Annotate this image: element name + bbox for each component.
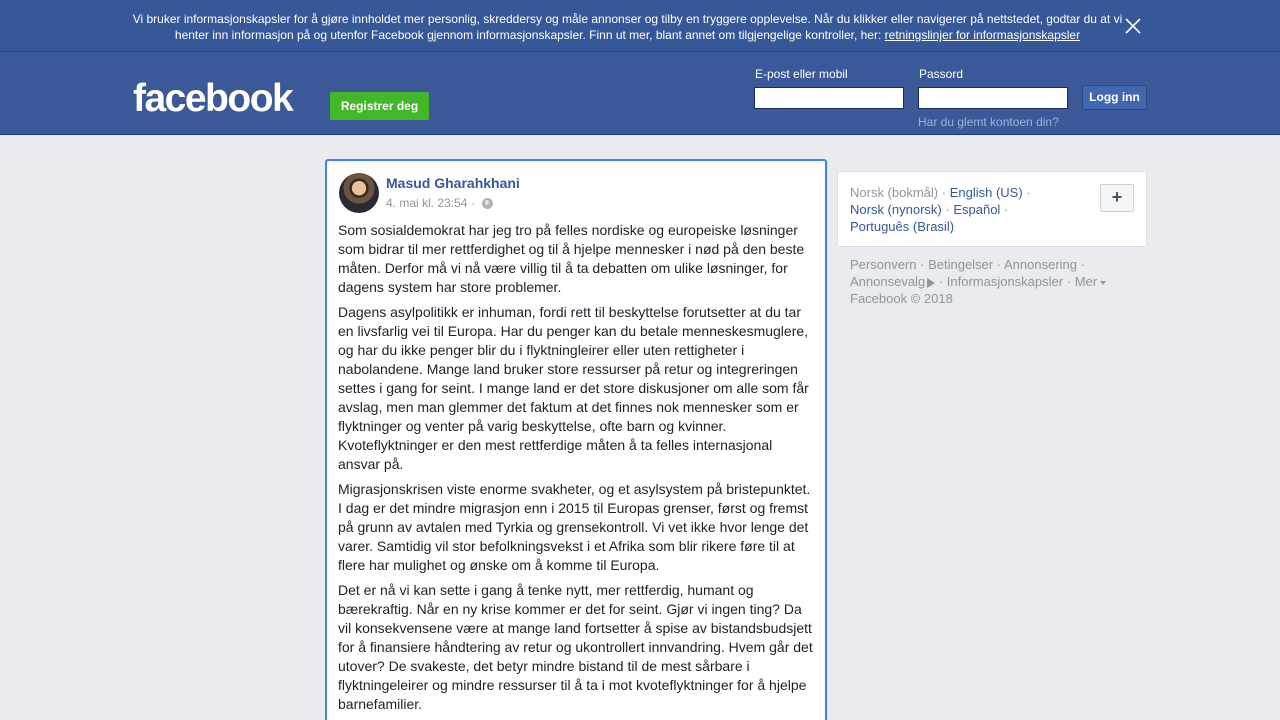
chevron-down-icon bbox=[1100, 281, 1106, 285]
top-header bbox=[0, 52, 1280, 135]
register-button[interactable]: Registrer deg bbox=[330, 92, 429, 120]
email-field[interactable] bbox=[754, 87, 904, 109]
ad-choices-icon bbox=[927, 278, 935, 288]
footer-link-ad-choices[interactable] bbox=[850, 274, 935, 289]
language-option-espanol[interactable]: Español bbox=[953, 202, 1001, 217]
cookie-banner bbox=[0, 0, 1280, 52]
footer-link-privacy[interactable]: Personvern bbox=[850, 257, 917, 272]
post-paragraph: Migrasjonskrisen viste enorme svakheter, og et asylsystem på bristepunktet. I dag er det mindre migrasjon enn i 2015 til Europas grenser, først og fremst på grunn av avtalen med Tyrkia og grensekontroll. Vi vet ikke hvor lenge det varer. Samtidig vil stor befolkningsvekst i et Afrika som blir rikere føre til at flere har mulighet og ønske om å komme til Europa. bbox=[338, 481, 811, 573]
globe-icon[interactable] bbox=[482, 198, 493, 209]
email-label: E-post eller mobil bbox=[755, 67, 848, 81]
language-selector bbox=[837, 171, 1147, 247]
post-card bbox=[325, 159, 827, 720]
footer-separator: · bbox=[1080, 257, 1085, 272]
add-language-button[interactable]: + bbox=[1100, 184, 1134, 212]
post-paragraph: Det er nå vi kan sette i gang å tenke nytt, mer rettferdig, humant og bærekraftig. Når en ny krise kommer er det for seint. Gjør vi ingen ting? Da vil konsekvensene være at mange land fortsetter å spise av bistandsbudsjett for å finansiere håndtering av retur og ukontrollert innvandring. Hvem går det utover? De svakeste, det betyr mindre bistand til de mest sårbare i flyktningeleirer og mindre ressurser til å ta i mot kvoteflyktninger for å hjelpe barnefamilier. bbox=[338, 582, 813, 712]
language-option-portugues[interactable]: Português (Brasil) bbox=[850, 219, 955, 234]
footer-separator: · bbox=[1066, 274, 1072, 289]
login-button[interactable]: Logg inn bbox=[1082, 85, 1147, 110]
post-timestamp[interactable]: 4. mai kl. 23:54 bbox=[386, 196, 468, 210]
language-separator: · bbox=[1003, 202, 1009, 217]
cookie-policy-link[interactable]: retningslinjer for informasjonskapsler bbox=[884, 28, 1081, 42]
post-paragraph: Som sosialdemokrat har jeg tro på felles nordiske og europeiske løsninger som bidrar til mer rettferdighet og til å hjelpe mennesker i nød på den beste måten. Derfor må vi nå være villig til å ta debatten om ulike løsninger, for dagens system har store problemer. bbox=[338, 222, 805, 295]
more-label: Mer bbox=[1074, 274, 1098, 289]
language-separator: · bbox=[1026, 185, 1031, 200]
facebook-logo[interactable]: facebook bbox=[133, 77, 293, 120]
post-paragraph: Dagens asylpolitikk er inhuman, fordi rett til beskyttelse forutsetter at du tar en livsfarlig vei til Europa. Har du penger kan du betale menneskesmuglere, og har du ikke penger blir du i flyktningleirer eller uten rettigheter i nabolandene. Mange land bruker store ressurser på retur og integreringen settes i gang for seint. I mange land er det store diskusjoner om alle som får avslag, men man glemmer det faktum at det finnes nok mennesker som er flyktninger og venter på varig beskyttelse, ofte barn og kvinner. Kvoteflyktninger er den mest rettferdige måten å ta felles internasjonal ansvar på. bbox=[338, 304, 809, 472]
close-icon[interactable] bbox=[1122, 15, 1144, 37]
password-field[interactable] bbox=[918, 87, 1068, 109]
avatar[interactable] bbox=[339, 173, 379, 213]
ad-choices-label: Annonsevalg bbox=[850, 274, 926, 289]
language-list bbox=[850, 184, 1050, 235]
language-option-nynorsk[interactable]: Norsk (nynorsk) bbox=[850, 202, 942, 217]
footer-link-cookies[interactable]: Informasjonskapsler bbox=[946, 274, 1064, 289]
post-meta bbox=[386, 196, 493, 210]
post-body bbox=[338, 221, 818, 720]
footer-separator: · bbox=[920, 257, 925, 272]
footer-links bbox=[850, 256, 1140, 307]
forgot-account-link[interactable]: Har du glemt kontoen din? bbox=[918, 115, 1059, 129]
footer-link-advertising[interactable]: Annonsering bbox=[1004, 257, 1077, 272]
footer-separator: · bbox=[996, 257, 1002, 272]
language-option-english[interactable]: English (US) bbox=[949, 185, 1023, 200]
meta-separator: · bbox=[471, 196, 476, 210]
language-separator: · bbox=[945, 202, 950, 217]
cookie-banner-text bbox=[130, 11, 1125, 43]
footer-copyright: Facebook © 2018 bbox=[850, 291, 953, 306]
footer-separator: · bbox=[938, 274, 944, 289]
close-icon-glyph bbox=[1122, 15, 1144, 37]
language-current: Norsk (bokmål) bbox=[850, 185, 939, 200]
footer-link-more[interactable] bbox=[1075, 274, 1106, 289]
password-label: Passord bbox=[919, 67, 964, 81]
language-separator: · bbox=[941, 185, 947, 200]
cookie-banner-message: Vi bruker informasjonskapsler for å gjøre innholdet mer personlig, skreddersy og måle annonser og tilby en tryggere opplevelse. Når du klikker eller navigerer på nettstedet, godtar du at vi henter inn informasjon på og utenfor Facebook gjennom informasjonskapsler. Finn ut mer, blant annet om tilgjengelige kontroller, her: bbox=[132, 12, 1123, 42]
post-author[interactable]: Masud Gharahkhani bbox=[386, 175, 520, 191]
footer-link-terms[interactable]: Betingelser bbox=[928, 257, 994, 272]
